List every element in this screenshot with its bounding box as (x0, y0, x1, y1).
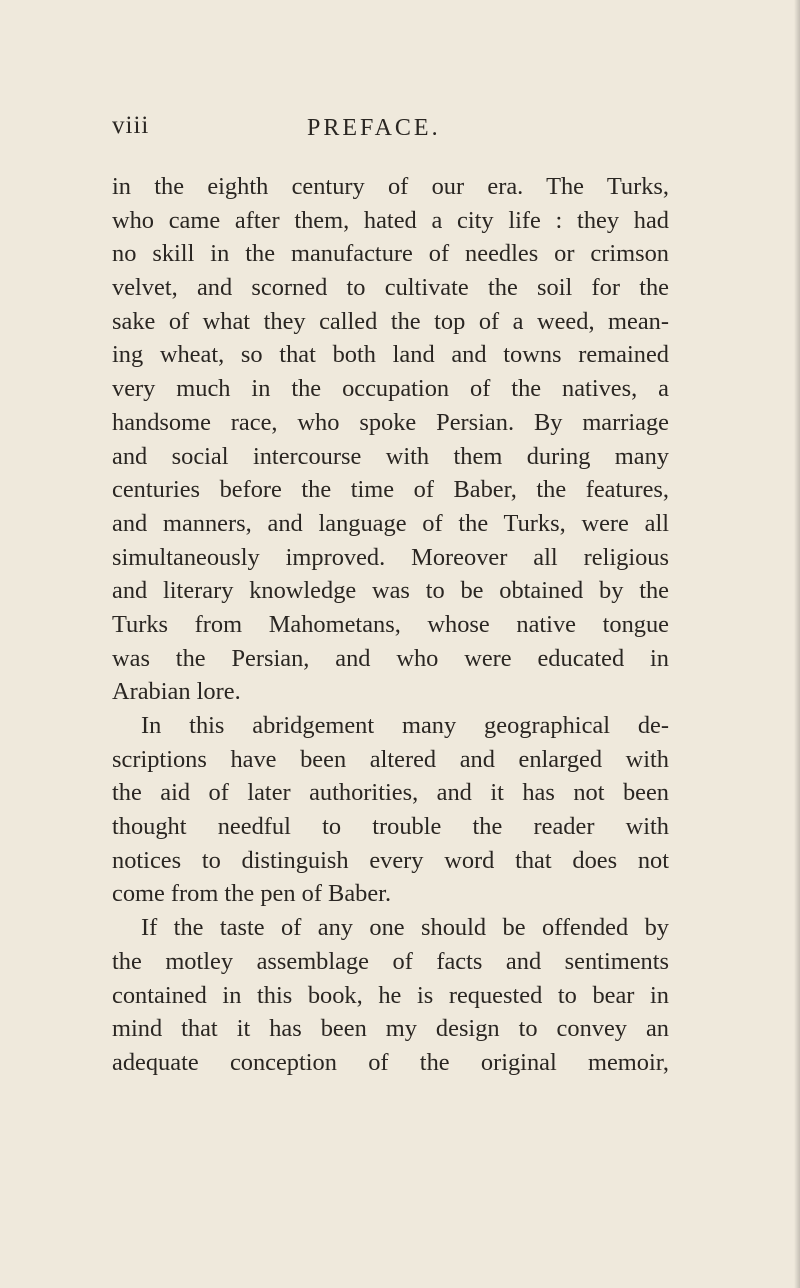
text-line: very much in the occupation of the natives, a (112, 375, 669, 403)
text-line: contained in this book, he is requested to bear in (112, 981, 669, 1009)
text-line: handsome race, who spoke Persian. By marriage (112, 408, 669, 436)
text-line: notices to distinguish every word that does not (112, 846, 669, 874)
text-line: and social intercourse with them during many (112, 442, 669, 470)
text-line: scriptions have been altered and enlarged with (112, 745, 669, 773)
text-line: Turks from Mahometans, whose native tongue (112, 610, 669, 638)
text-line: velvet, and scorned to cultivate the soil for the (112, 274, 669, 302)
text-line: If the taste of any one should be offended by (141, 914, 669, 942)
text-line: in the eighth century of our era. The Turks, (112, 173, 669, 200)
text-line: come from the pen of Baber. (112, 880, 392, 908)
text-line: and literary knowledge was to be obtained by the (112, 577, 669, 605)
text-line: sake of what they called the top of a weed, mean- (112, 307, 669, 335)
text-line: and manners, and language of the Turks, were all (112, 509, 669, 537)
body-text (112, 170, 669, 1080)
text-line: ing wheat, so that both land and towns remained (112, 341, 669, 369)
text-line: adequate conception of the original memoir, (112, 1048, 669, 1076)
running-head: PREFACE. (307, 115, 441, 141)
text-line: mind that it has been my design to convey an (112, 1015, 669, 1043)
page-edge-shadow (794, 0, 800, 1288)
text-line: thought needful to trouble the reader with (112, 813, 669, 841)
text-line: simultaneously improved. Moreover all religious (112, 543, 669, 571)
text-line: centuries before the time of Baber, the features, (112, 476, 669, 504)
text-line: In this abridgement many geographical de- (141, 712, 669, 739)
text-line: Arabian lore. (112, 678, 241, 706)
page-number: viii (112, 112, 150, 139)
text-line: the motley assemblage of facts and sentiments (112, 947, 669, 975)
text-line: the aid of later authorities, and it has not been (112, 779, 669, 807)
text-line: no skill in the manufacture of needles or crimson (112, 240, 669, 268)
page-header (112, 104, 672, 144)
text-line: was the Persian, and who were educated in (112, 644, 669, 672)
text-line: who came after them, hated a city life : they had (112, 206, 669, 234)
